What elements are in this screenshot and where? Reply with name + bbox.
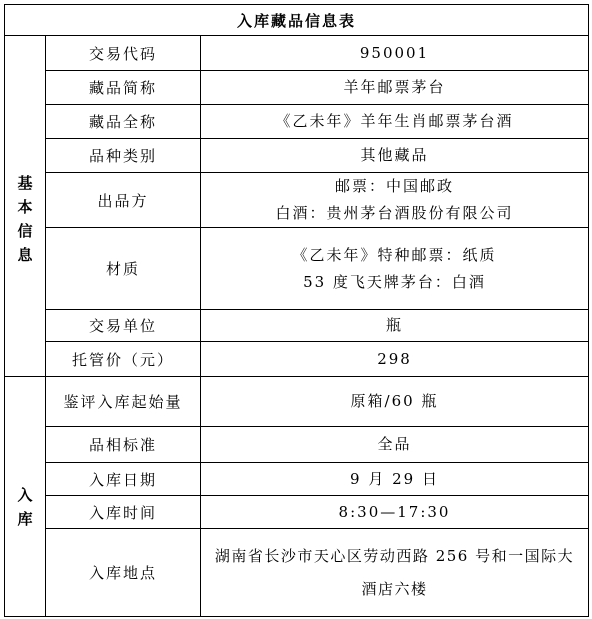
short-name-value-text: 羊年邮票茅台 — [343, 78, 446, 96]
custody-price-value — [201, 342, 589, 377]
custody-price-value-text: 298 — [377, 349, 412, 368]
trade-unit-value-text: 瓶 — [386, 316, 404, 334]
material-value-line-2: 53 度飞天牌茅台：白酒 — [303, 272, 486, 291]
initial-quantity-value-text: 原箱/60 瓶 — [350, 392, 439, 410]
full-name-label: 藏品全称 — [46, 105, 201, 139]
producer-value-line-2: 白酒：贵州茅台酒股份有限公司 — [275, 204, 514, 222]
row-trade-code — [5, 36, 589, 71]
trade-unit-label: 交易单位 — [46, 310, 201, 342]
row-material — [5, 228, 589, 310]
storage-location-value-line-1: 湖南省长沙市天心区劳动西路 256 号和一国际大 — [214, 546, 575, 565]
collection-info-table — [4, 4, 589, 617]
storage-date-label: 入库日期 — [46, 463, 201, 496]
row-storage-location — [5, 529, 589, 617]
producer-value-line-1: 邮票：中国邮政 — [335, 177, 455, 195]
material-label: 材质 — [46, 228, 201, 310]
short-name-label: 藏品简称 — [46, 71, 201, 105]
storage-location-value — [201, 529, 589, 617]
condition-standard-value-text: 全品 — [377, 435, 412, 453]
category-value-text: 其他藏品 — [360, 146, 429, 164]
storage-date-value — [201, 463, 589, 496]
row-full-name — [5, 105, 589, 139]
producer-value — [201, 173, 589, 228]
material-value — [201, 228, 589, 310]
row-initial-quantity — [5, 377, 589, 427]
trade-code-value-text: 950001 — [359, 43, 430, 62]
trade-code-value — [201, 36, 589, 71]
category-label: 品种类别 — [46, 139, 201, 173]
row-storage-date — [5, 463, 589, 496]
storage-location-label: 入库地点 — [46, 529, 201, 617]
storage-time-value-text: 8:30—17:30 — [338, 502, 451, 521]
trade-code-label: 交易代码 — [46, 36, 201, 71]
storage-time-value — [201, 496, 589, 529]
short-name-value — [201, 71, 589, 105]
row-producer — [5, 173, 589, 228]
group-basic-info-label: 基本信息 — [17, 174, 33, 264]
category-value — [201, 139, 589, 173]
storage-date-value-text: 9 月 29 日 — [350, 469, 439, 488]
title-row — [5, 5, 589, 36]
full-name-value — [201, 105, 589, 139]
storage-time-label: 入库时间 — [46, 496, 201, 529]
group-storage — [5, 377, 46, 617]
group-storage-label: 入库 — [17, 485, 33, 528]
trade-unit-value — [201, 310, 589, 342]
row-storage-time — [5, 496, 589, 529]
initial-quantity-value — [201, 377, 589, 427]
material-value-line-1: 《乙未年》特种邮票：纸质 — [292, 245, 497, 264]
row-custody-price — [5, 342, 589, 377]
table-title: 入库藏品信息表 — [5, 5, 589, 36]
condition-standard-label: 品相标准 — [46, 427, 201, 463]
full-name-value-text: 《乙未年》羊年生肖邮票茅台酒 — [275, 112, 514, 130]
row-condition-standard — [5, 427, 589, 463]
row-short-name — [5, 71, 589, 105]
group-basic-info — [5, 36, 46, 377]
initial-quantity-label: 鉴评入库起始量 — [46, 377, 201, 427]
storage-location-value-line-2: 酒店六楼 — [361, 579, 428, 598]
condition-standard-value — [201, 427, 589, 463]
custody-price-label: 托管价（元） — [46, 342, 201, 377]
row-category — [5, 139, 589, 173]
producer-label: 出品方 — [46, 173, 201, 228]
row-trade-unit — [5, 310, 589, 342]
